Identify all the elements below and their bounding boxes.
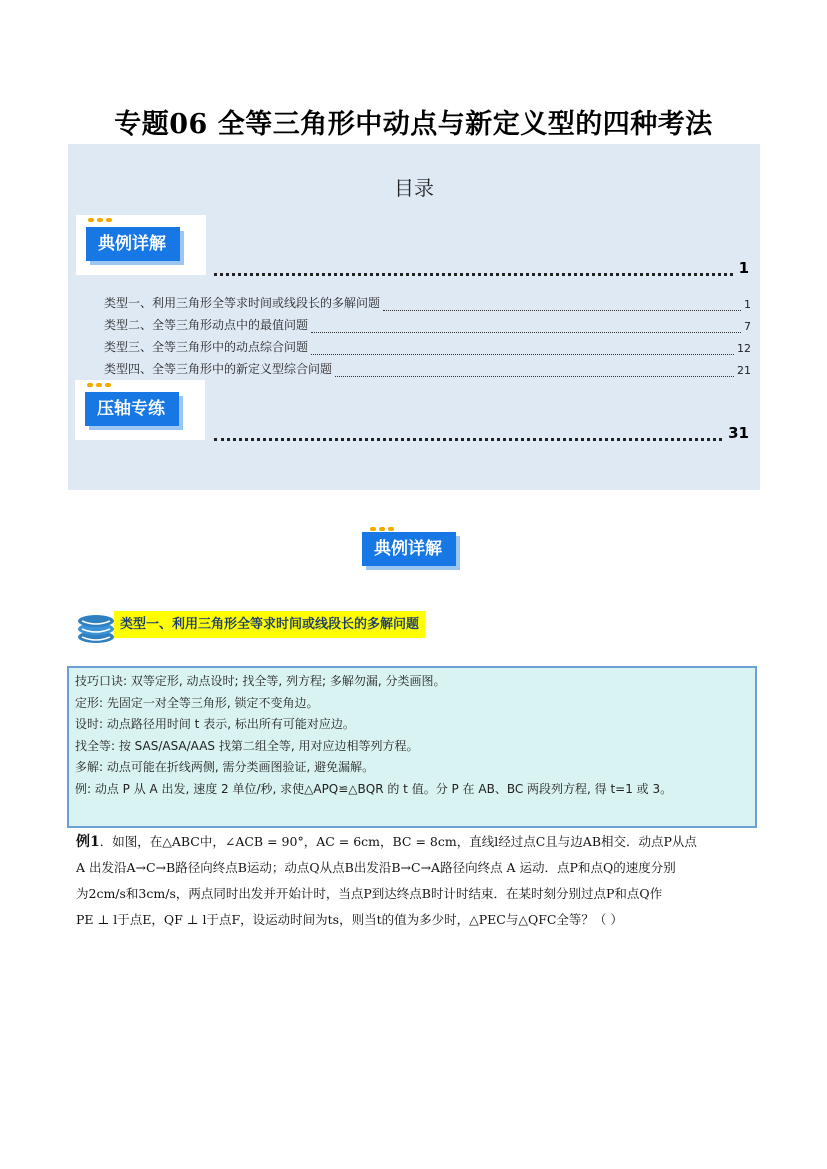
dots-icon <box>370 527 394 531</box>
example-label: 例1 <box>76 834 100 850</box>
example-line: PE ⊥ l于点E，QF ⊥ l于点F，设运动时间为ts，则当t的值为多少时，△PEC与△QFC全等？（ ） <box>76 912 623 927</box>
tip-line: 例: 动点 P 从 A 出发, 速度 2 单位/秒, 求使△APQ≌△BQR 的 t 值。分 P 在 AB、BC 两段列方程, 得 t=1 或 3。 <box>75 781 673 796</box>
toc-section-line-1[interactable] <box>214 260 749 276</box>
toc-heading: 目录 <box>394 176 434 200</box>
toc-item[interactable] <box>104 340 751 355</box>
section-badge <box>358 524 470 574</box>
toc-item-page: 7 <box>744 320 751 333</box>
toc-section-line-2[interactable] <box>214 425 749 441</box>
leader-dots <box>383 301 741 311</box>
example-text: ．如图，在△ABC中，∠ACB = 90°，AC = 6cm，BC = 8cm，直线l经过点C且与边AB相交．动点P从点 <box>99 834 697 849</box>
tip-line: 定形: 先固定一对全等三角形, 锁定不变角边。 <box>75 695 319 710</box>
badge-label: 典例详解 <box>86 227 180 261</box>
tip-line: 设时: 动点路径用时间 t 表示, 标出所有可能对应边。 <box>75 717 355 732</box>
tips-box <box>67 666 757 828</box>
badge-label: 压轴专练 <box>85 392 179 426</box>
toc-section-badge-1 <box>76 215 206 275</box>
example-line: A 出发沿A→C→B路径向终点B运动；动点Q从点B出发沿B→C→A路径向终点 A 运动．点P和点Q的速度分别 <box>76 860 676 875</box>
section-badge-label: 典例详解 <box>362 532 456 566</box>
leader-dots <box>311 345 734 355</box>
tip-line: 多解: 动点可能在折线两侧, 需分类画图验证, 避免漏解。 <box>75 760 375 775</box>
toc-item-page: 1 <box>744 298 751 311</box>
leader-dots <box>214 430 722 441</box>
toc-page-number: 31 <box>728 424 749 442</box>
example-line <box>76 829 758 855</box>
dots-icon <box>88 218 112 222</box>
toc-page-number: 1 <box>738 259 749 277</box>
leader-dots <box>214 265 733 276</box>
toc-item-label: 类型三、全等三角形中的动点综合问题 <box>104 340 309 354</box>
toc-item-label: 类型二、全等三角形动点中的最值问题 <box>104 318 309 332</box>
book-stack-icon <box>76 607 116 647</box>
example-line: 为2cm/s和3cm/s，两点同时出发并开始计时，当点P到达终点B时计时结束．在某时刻分别过点P和点Q作 <box>76 886 663 901</box>
page-title: 专题06 全等三角形中动点与新定义型的四种考法 <box>114 109 713 140</box>
toc-section-badge-2 <box>75 380 205 440</box>
tip-line: 找全等: 按 SAS/ASA/AAS 找第二组全等, 用对应边相等列方程。 <box>75 738 419 753</box>
toc-item-page: 12 <box>737 342 751 355</box>
leader-dots <box>335 367 734 377</box>
toc-item-label: 类型四、全等三角形中的新定义型综合问题 <box>104 362 333 376</box>
toc-item[interactable] <box>104 362 751 377</box>
toc-item[interactable] <box>104 296 751 311</box>
type-heading-label: 类型一、利用三角形全等求时间或线段长的多解问题 <box>114 611 425 638</box>
dots-icon <box>87 383 111 387</box>
toc-item-page: 21 <box>737 364 751 377</box>
toc-item-label: 类型一、利用三角形全等求时间或线段长的多解问题 <box>104 296 381 310</box>
table-of-contents <box>68 144 760 490</box>
example-problem <box>76 829 758 933</box>
tip-line: 技巧口诀: 双等定形, 动点设时; 找全等, 列方程; 多解勿漏, 分类画图。 <box>75 674 446 688</box>
leader-dots <box>311 323 741 333</box>
toc-item[interactable] <box>104 318 751 333</box>
